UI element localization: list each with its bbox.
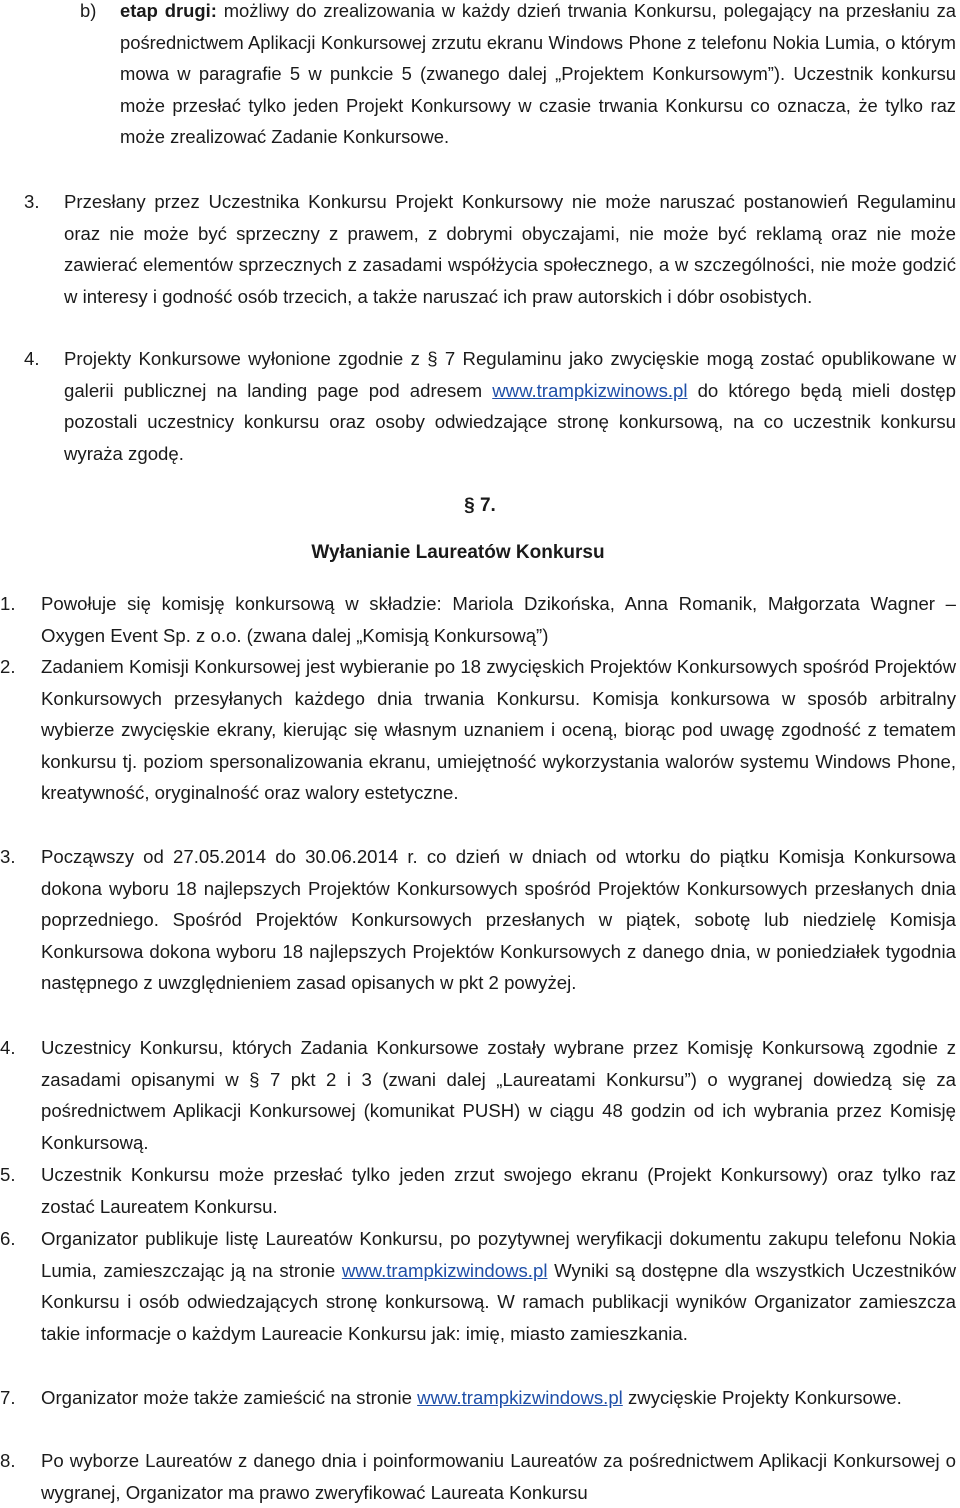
item-text-before: Organizator może także zamieścić na stronie — [41, 1387, 418, 1408]
item-text: Po wyborze Laureatów z danego dnia i poinformowaniu Laureatów za pośrednictwem Aplikacji Konkursowej o wygranej, Organizator ma prawo zweryfikować Laureata Konkursu — [41, 1450, 956, 1503]
item-text — [64, 343, 956, 469]
list-item-8 — [0, 1445, 956, 1508]
item-number: 4. — [0, 1037, 16, 1058]
section-title: Wyłanianie Laureatów Konkursu — [311, 542, 605, 563]
item-text-after: zwycięskie Projekty Konkursowe. — [622, 1387, 902, 1408]
item-text: Powołuje się komisję konkursową w składzie: Mariola Dzikońska, Anna Romanik, Małgorzata Wagner – Oxygen Event Sp. z o.o. (zwana dalej „Komisją Konkursową”) — [41, 593, 956, 646]
item-text-after: do którego będą mieli dostęp pozostali uczestnicy konkursu oraz osoby odwiedzające stronę konkursową, na co uczestnik konkursu wyraża zgodę. — [64, 379, 956, 464]
item-number: 4. — [24, 348, 40, 369]
item-number: 8. — [0, 1450, 16, 1471]
item-text — [41, 1223, 956, 1349]
item-number: 1. — [0, 593, 16, 614]
list-item-b — [80, 0, 956, 153]
item-text: Zadaniem Komisji Konkursowej jest wybieranie po 18 zwycięskich Projektów Konkursowych spośród Projektów Konkursowych przesyłanych każdego dnia trwania Konkursu. Komisja konkursowa w sposób arbitralny wybierze zwycięskie ekrany, kierując się własnym uznaniem i oceną, biorąc pod uwagę zgodność z tematem konkursu tj. poziom spersonalizowania ekranu, umiejętność wykorzystania walorów systemu Windows Phone, kreatywność, oryginalność oraz walory estetyczne. — [41, 656, 956, 804]
item-text — [41, 1382, 956, 1414]
projects-link[interactable]: www.trampkizwindows.pl — [417, 1387, 623, 1408]
item-number: 7. — [0, 1387, 16, 1408]
item-text: Uczestnik Konkursu może przesłać tylko jeden zrzut swojego ekranu (Projekt Konkursowy) oraz tylko raz zostać Laureatem Konkursu. — [41, 1164, 956, 1217]
item-text: Uczestnicy Konkursu, których Zadania Konkursowe zostały wybrane przez Komisję Konkursową zgodnie z zasadami opisanymi w § 7 pkt 2 i 3 (zwani dalej „Laureatami Konkursu”) o wygranej dowiedzą się za pośrednictwem Aplikacji Konkursowej (komunikat PUSH) w ciągu 48 godzin od ich wybrania przez Komisję Konkursową. — [41, 1037, 956, 1153]
results-link[interactable]: www.trampkizwindows.pl — [341, 1259, 548, 1281]
item-text-before: Projekty Konkursowe wyłonione zgodnie z § 7 Regulaminu jako zwycięskie mogą zostać opublikowane w galerii publicznej na landing page pod adresem — [64, 348, 956, 401]
item-number: 2. — [0, 656, 16, 677]
item-text-after: Wyniki są dostępne dla wszystkich Uczestników Konkursu i osób odwiedzających stronę konkursową. W ramach publikacji wyników Organizator zamieszcza takie informacje o każdym Laureacie Konkursu jak: imię, miasto zamieszkania. — [41, 1259, 956, 1344]
list-item-5 — [0, 1159, 956, 1222]
gallery-link[interactable]: www.trampkizwinows.pl — [492, 379, 688, 401]
list-item-7 — [0, 1382, 956, 1414]
item-number: 5. — [0, 1164, 16, 1185]
item-text: Przesłany przez Uczestnika Konkursu Projekt Konkursowy nie może naruszać postanowień Regulaminu oraz nie może być sprzeczny z prawem, z dobrymi obyczajami, nie może być reklamą oraz nie może zawierać elementów sprzecznych z zasadami współżycia społecznego, a w szczególności, nie może godzić w interesy i godność osób trzecich, a także naruszać ich praw autorskich i dóbr osobistych. — [64, 191, 956, 307]
list-item-4 — [0, 1032, 956, 1158]
item-marker: b) — [80, 0, 97, 21]
item-text-before: Organizator publikuje listę Laureatów Konkursu, po pozytywnej weryfikacji dokumentu zakupu telefonu Nokia Lumia, zamieszczając ją na stronie — [41, 1228, 956, 1281]
item-text-rest: możliwy do zrealizowania w każdy dzień trwania Konkursu, polegający na przesłaniu za pośrednictwem Aplikacji Konkursowej zrzutu ekranu Windows Phone z telefonu Nokia Lumia, o którym mowa w paragrafie 5 w punkcie 5 (zwanego dalej „Projektem Konkursowym”). Uczestnik konkursu może przesłać tylko jeden Projekt Konkursowy w czasie trwania Konkursu co oznacza, że tylko raz może zrealizować Zadanie Konkursowe. — [120, 0, 956, 148]
list-item-4 — [24, 343, 956, 469]
item-number: 3. — [24, 191, 40, 212]
list-item-6 — [0, 1223, 956, 1349]
list-item-3 — [0, 841, 956, 999]
item-text: Począwszy od 27.05.2014 do 30.06.2014 r. co dzień w dniach od wtorku do piątku Komisja Konkursowa dokona wyboru 18 najlepszych Projektów Konkursowych spośród Projektów Konkursowych przesłanych dnia poprzedniego. Spośród Projektów Konkursowych przesłanych w piątek, sobotę lub niedzielę Komisja Konkursowa dokona wyboru 18 najlepszych Projektów Konkursowych z danego dnia, w poniedziałek tygodnia następnego z uwzględnieniem zasad opisanych w pkt 2 powyżej. — [41, 846, 956, 994]
item-text — [120, 0, 956, 153]
list-item-2 — [0, 651, 956, 809]
item-number: 3. — [0, 846, 16, 867]
list-item-3 — [24, 186, 956, 312]
item-number: 6. — [0, 1228, 16, 1249]
list-item-1 — [0, 588, 956, 651]
item-lead: etap drugi: — [120, 0, 217, 21]
section-number: § 7. — [464, 495, 496, 516]
